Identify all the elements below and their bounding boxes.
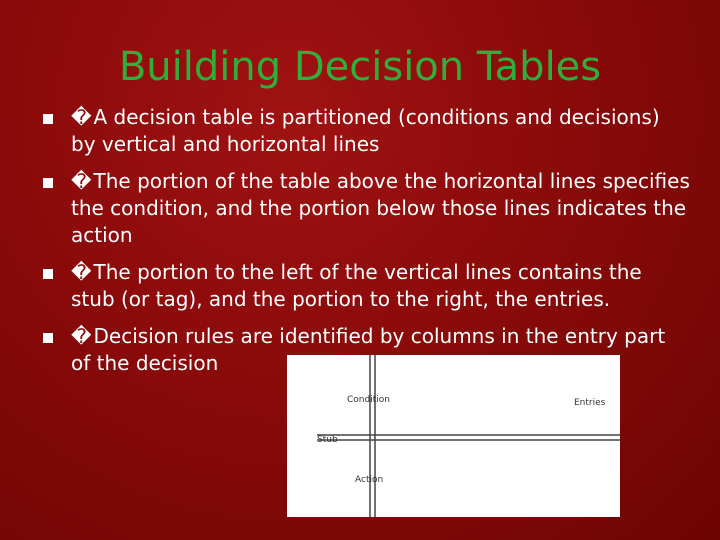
bullet-text: The portion to the left of the vertical lines contains the stub (or tag), and the portion to the right, the entries.	[71, 260, 642, 311]
stub-label: Stub	[317, 435, 338, 445]
bullet-item	[0, 168, 700, 249]
action-label: Action	[355, 475, 384, 485]
bullet-text: A decision table is partitioned (conditions and decisions) by vertical and horizontal lines	[71, 105, 660, 156]
replacement-glyph: �	[71, 324, 92, 348]
square-bullet-icon	[43, 114, 53, 124]
condition-label: Condition	[347, 395, 390, 405]
square-bullet-icon	[43, 333, 53, 343]
entries-label: Entries	[574, 398, 606, 408]
bullet-list	[0, 104, 700, 387]
slide-title: Building Decision Tables	[118, 44, 602, 90]
replacement-glyph: �	[71, 105, 92, 129]
decision-table-svg	[287, 355, 620, 517]
square-bullet-icon	[43, 178, 53, 188]
replacement-glyph: �	[71, 260, 92, 284]
decision-table-diagram	[287, 355, 620, 517]
bullet-text: The portion of the table above the horizontal lines specifies the condition, and the portion below those lines indicates the action	[71, 169, 690, 247]
replacement-glyph: �	[71, 169, 92, 193]
bullet-item	[0, 259, 700, 313]
bullet-item	[0, 104, 700, 158]
bullet-text: Decision rules are identified by columns in the entry part of the decision	[71, 324, 666, 375]
square-bullet-icon	[43, 269, 53, 279]
